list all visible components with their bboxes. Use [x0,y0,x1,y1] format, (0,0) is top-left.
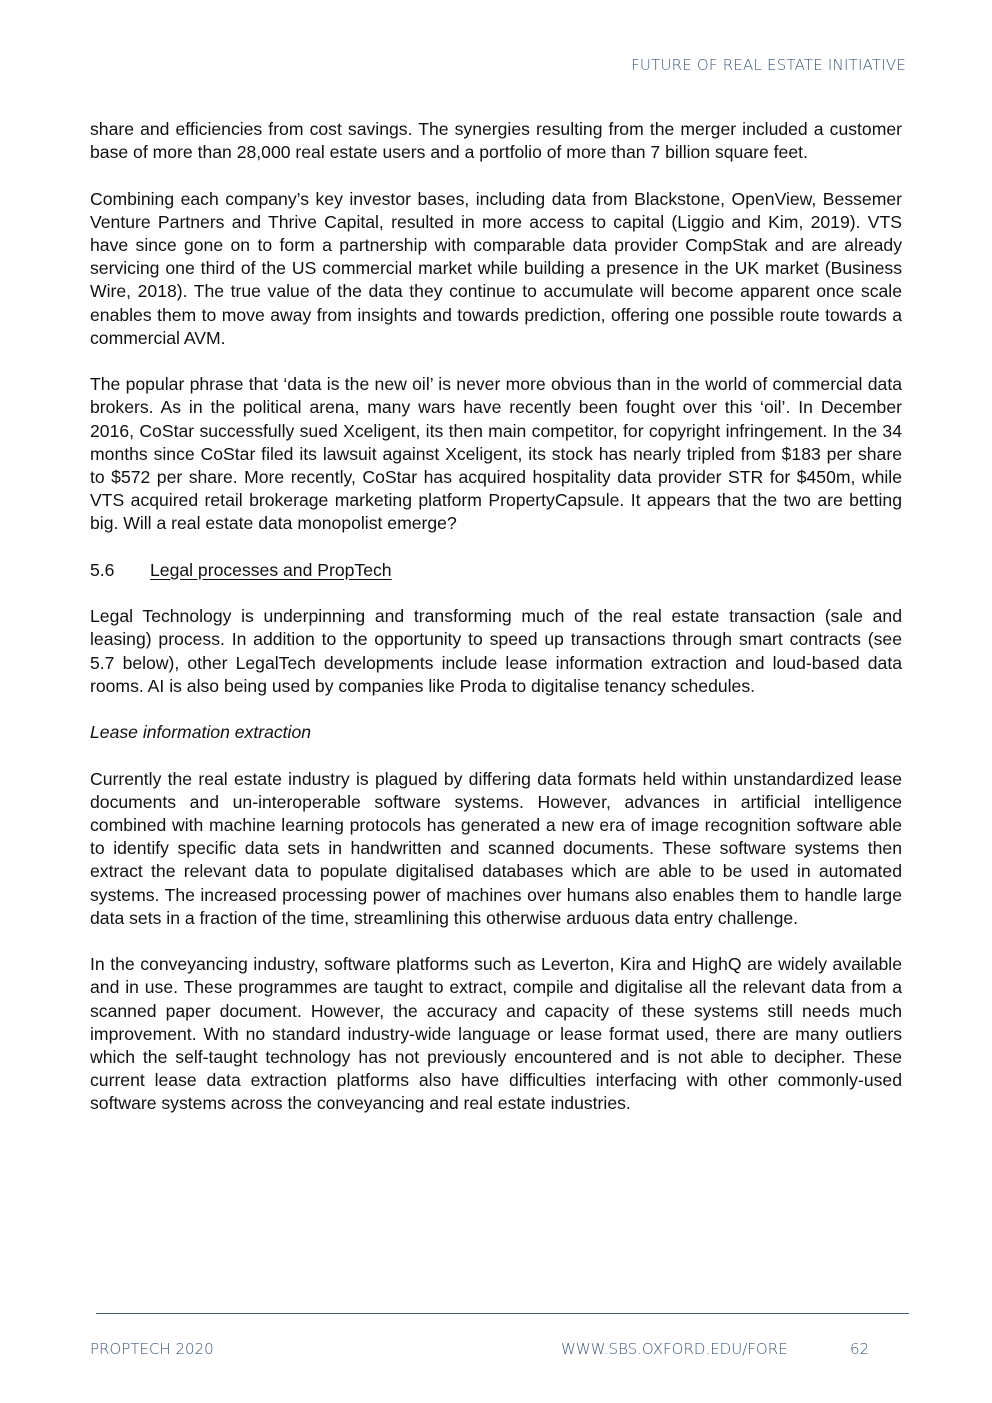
paragraph: In the conveyancing industry, software platforms such as Leverton, Kira and HighQ are widely available and in use. These programmes are taught to extract, compile and digitalise all the relevant data from a scanned paper document. However, the accuracy and capacity of these systems still needs much improvement. With no standard industry-wide language or lease format used, there are many outliers which the self-taught technology has not previously encountered and is not able to decipher. These current lease data extraction platforms also have difficulties interfacing with other commonly-used software systems across the conveyancing and real estate industries. [90,954,902,1114]
body-text [90,118,902,1139]
section-heading [90,559,902,582]
section-number: 5.6 [90,559,115,580]
page-number: 62 [850,1340,870,1358]
footer-publication: PROPTECH 2020 [90,1340,214,1358]
footer-url: WWW.SBS.OXFORD.EDU/FORE [561,1340,788,1358]
section-title: Legal processes and PropTech [150,559,392,580]
footer-divider [96,1313,909,1314]
sub-heading: Lease information extraction [90,722,312,743]
running-header: FUTURE OF REAL ESTATE INITIATIVE [631,56,906,74]
paragraph: Combining each company’s key investor bases, including data from Blackstone, OpenView, Bessemer Venture Partners and Thrive Capital, resulted in more access to capital (Liggio and Kim, 2019). VTS have since gone on to form a partnership with comparable data provider CompStak and are already servicing one third of the US commercial market while building a presence in the UK market (Business Wire, 2018). The true value of the data they continue to accumulate will become apparent once scale enables them to move away from insights and towards prediction, offering one possible route towards a commercial AVM. [90,188,902,348]
paragraph: Currently the real estate industry is plagued by differing data formats held within unstandardized lease documents and un-interoperable software systems. However, advances in artificial intelligence combined with machine learning protocols has generated a new era of image recognition software able to identify specific data sets in handwritten and scanned documents. These software systems then extract the relevant data to populate digitalised databases which are able to be used in automated systems. The increased processing power of machines over humans also enables them to handle large data sets in a fraction of the time, streamlining this otherwise arduous data entry challenge. [90,768,902,928]
paragraph: Legal Technology is underpinning and transforming much of the real estate transaction (sale and leasing) process. In addition to the opportunity to speed up transactions through smart contracts (see 5.7 below), other LegalTech developments include lease information extraction and loud-based data rooms. AI is also being used by companies like Proda to digitalise tenancy schedules. [90,606,902,696]
paragraph: The popular phrase that ‘data is the new oil’ is never more obvious than in the world of commercial data brokers. As in the political arena, many wars have recently been fought over this ‘oil’. In December 2016, CoStar successfully sued Xceligent, its then main competitor, for copyright infringement. In the 34 months since CoStar filed its lawsuit against Xceligent, its stock has nearly tripled from $183 per share to $572 per share. More recently, CoStar has acquired hospitality data provider STR for $450m, while VTS acquired retail brokerage marketing platform PropertyCapsule. It appears that the two are betting big. Will a real estate data monopolist emerge? [90,374,902,534]
paragraph: share and efficiencies from cost savings. The synergies resulting from the merger included a customer base of more than 28,000 real estate users and a portfolio of more than 7 billion square feet. [90,119,902,163]
